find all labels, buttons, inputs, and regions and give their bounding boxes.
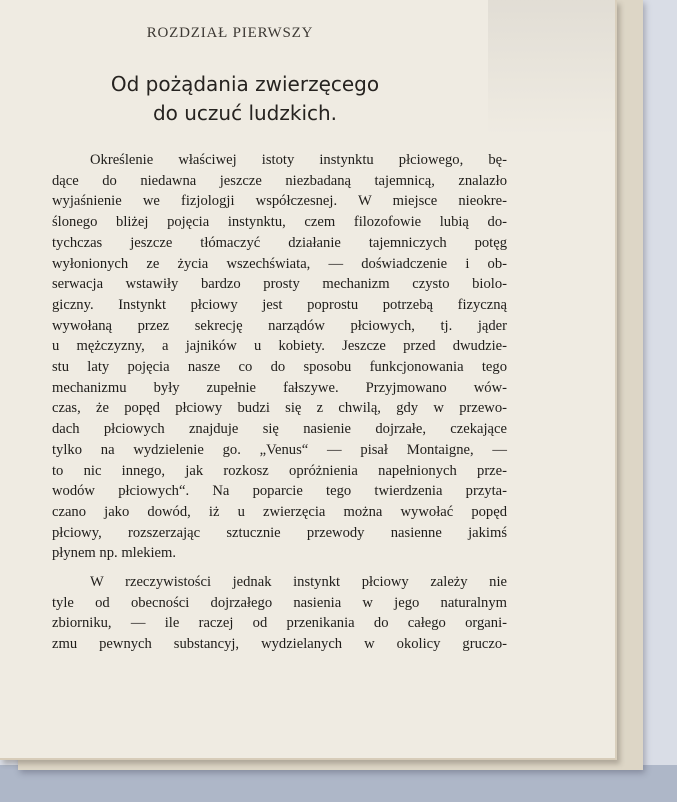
show-through-shadow	[488, 0, 616, 135]
text-line: zmu pewnych substancyj, wydzielanych w okolicy gruczo-	[52, 636, 507, 653]
text-line: tychczas jeszcze tłómaczyć działanie tajemniczych potęg	[52, 234, 507, 251]
text-line: stu laty pojęcia nasze co do sposobu funkcjonowania tego	[52, 359, 507, 376]
text-line: dące do niedawna jeszcze niezbadaną tajemnicą, znalazło	[52, 172, 507, 189]
chapter-title	[45, 70, 445, 128]
text-line: tyle od obecności dojrzałego nasienia w jego naturalnym	[52, 594, 507, 611]
text-line: zbiorniku, — ile raczej od przenikania do całego organi-	[52, 615, 507, 632]
text-line: tylko na wydzielenie go. „Venus“ — pisał Montaigne, —	[52, 441, 507, 458]
paragraph-gap	[52, 564, 507, 572]
text-line: W rzeczywistości jednak instynkt płciowy zależy nie	[90, 574, 507, 591]
text-line: u mężczyzny, a jajników u kobiety. Jeszcze przed dwudzie-	[52, 338, 507, 355]
text-line: czas, że popęd płciowy budzi się z chwilą, gdy w przewo-	[52, 400, 507, 417]
text-line: mechanizmu były zupełnie fałszywe. Przyjmowano wów-	[52, 379, 507, 396]
chapter-title-line: Od pożądania zwierzęcego	[110, 72, 380, 96]
text-line: płynem np. mlekiem.	[52, 545, 177, 562]
paragraph-2	[52, 572, 507, 655]
text-line: czano jako dowód, iż u zwierzęcia można wywołać popęd	[52, 503, 507, 520]
body-text	[52, 150, 507, 655]
text-line: ślonego bliżej pojęcia instynktu, czem filozofowie lubią do-	[52, 214, 507, 231]
paragraph-1	[52, 150, 507, 564]
text-line: wodów płciowych“. Na poparcie tego twierdzenia przyta-	[52, 483, 507, 500]
text-line: serwacja wstawiły bardzo prosty mechanizm czysto biolo-	[52, 276, 507, 293]
text-line: to nic innego, jak rozkosz opróżnienia napełnionych prze-	[52, 462, 507, 479]
table-surface	[0, 765, 677, 802]
chapter-header: ROZDZIAŁ PIERWSZY	[146, 25, 314, 41]
text-line: giczny. Instynkt płciowy jest poprostu potrzebą fizyczną	[52, 296, 507, 313]
text-line: wyjaśnienie we fizjologji współczesnej. W miejsce nieokre-	[52, 193, 507, 210]
text-line: płciowy, rozszerzając sztucznie przewody nasienne jakimś	[52, 524, 507, 541]
chapter-title-line: do uczuć ludzkich.	[152, 101, 338, 125]
text-line: wywołaną przez sekrecję narządów płciowych, tj. jąder	[52, 317, 507, 334]
text-line: wyłonionych ze życia wszechświata, — doświadczenie i ob-	[52, 255, 507, 272]
text-line: Określenie właściwej istoty instynktu płciowego, bę-	[90, 152, 507, 168]
text-line: dach płciowych znajduje się nasienie dojrzałe, czekające	[52, 421, 507, 438]
